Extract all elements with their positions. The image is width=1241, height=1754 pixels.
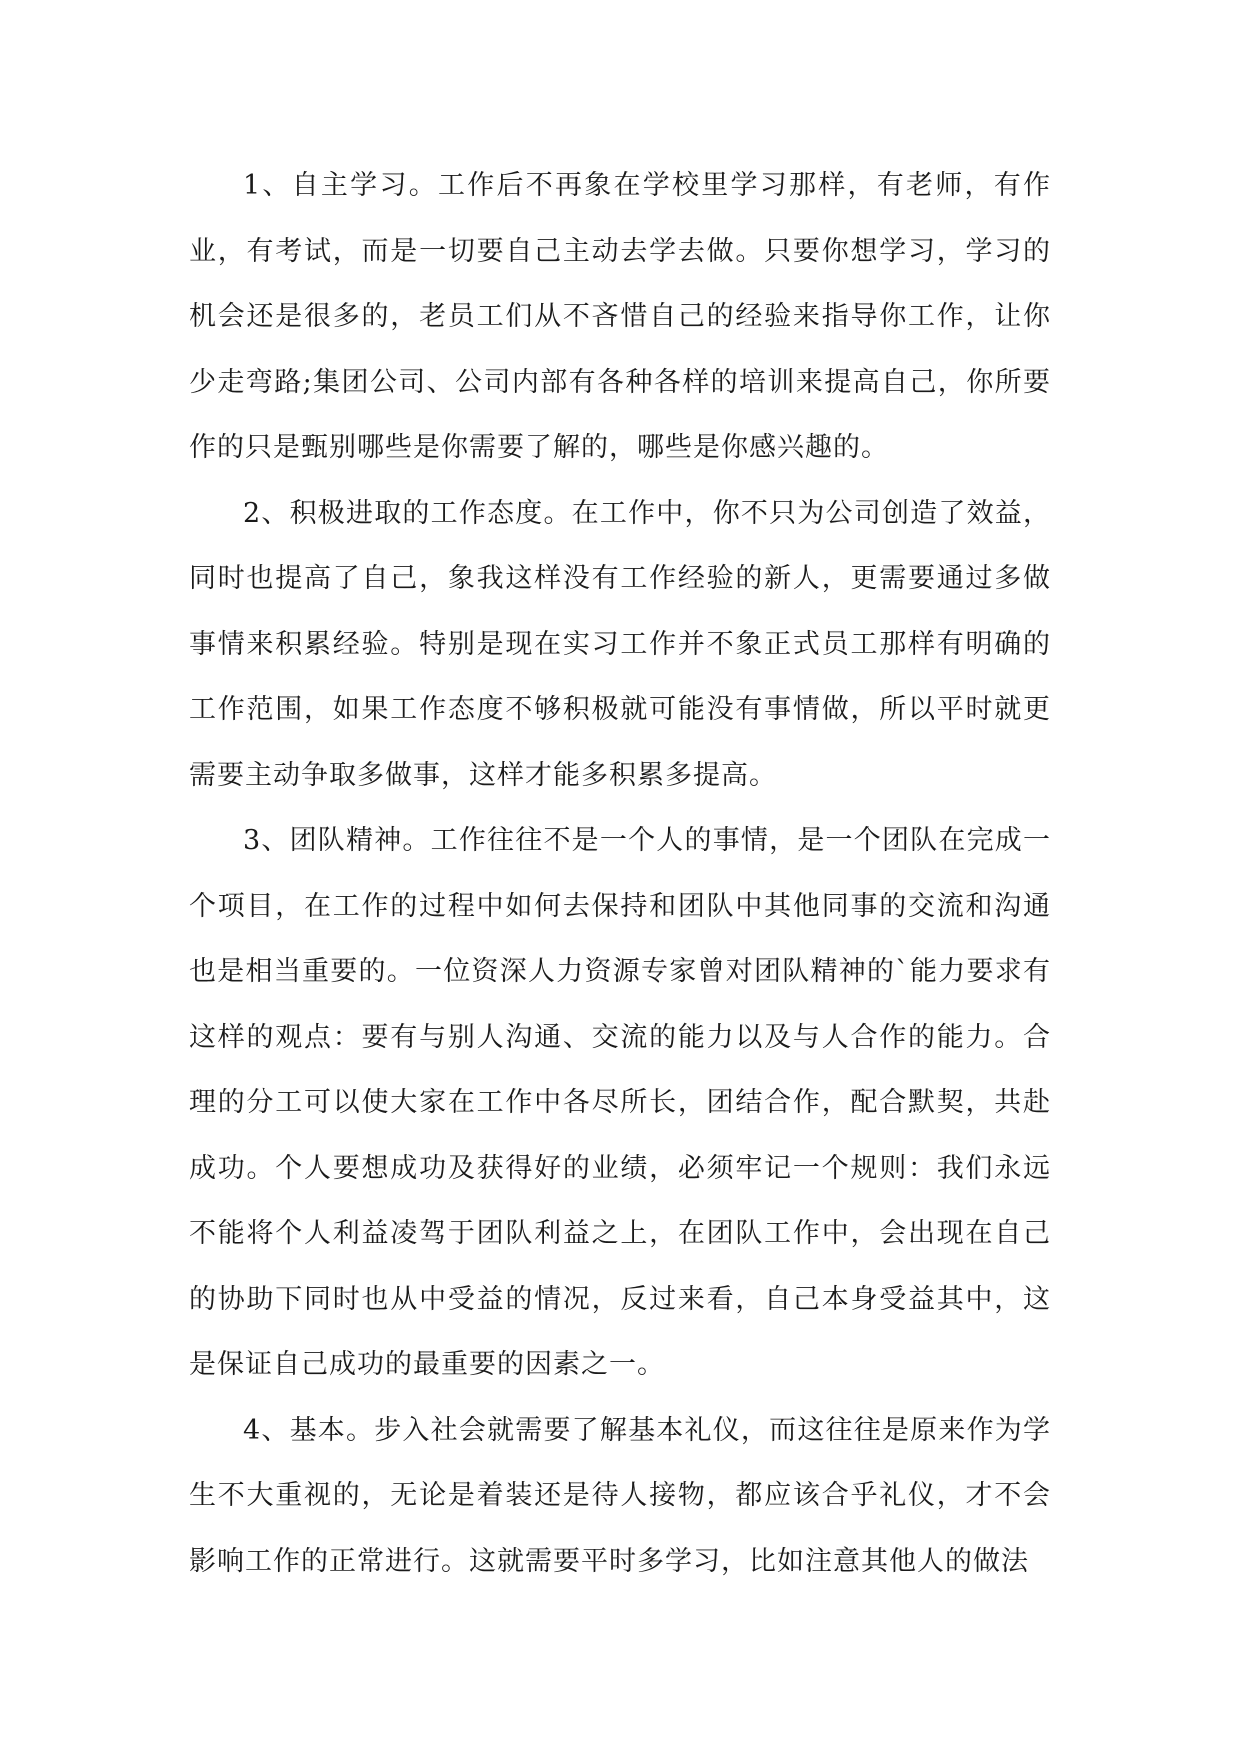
- paragraph-basic-etiquette: 4、基本。步入社会就需要了解基本礼仪，而这往往是原来作为学生不大重视的，无论是着装还是待人接物，都应该合乎礼仪，才不会影响工作的正常进行。这就需要平时多学习，比如注意其他人的做法: [189, 1414, 1051, 1577]
- document-body: [189, 153, 1051, 1594]
- paragraph-team-spirit: 3、团队精神。工作往往不是一个人的事情，是一个团队在完成一个项目，在工作的过程中如何去保持和团队中其他同事的交流和沟通也是相当重要的。一位资深人力资源专家曾对团队精神的`能力要求有这样的观点：要有与别人沟通、交流的能力以及与人合作的能力。合理的分工可以使大家在工作中各尽所长，团结合作，配合默契，共赴成功。个人要想成功及获得好的业绩，必须牢记一个规则：我们永远不能将个人利益凌驾于团队利益之上，在团队工作中，会出现在自己的协助下同时也从中受益的情况，反过来看，自己本身受益其中，这是保证自己成功的最重要的因素之一。: [189, 825, 1051, 1380]
- paragraph-self-study: 1、自主学习。工作后不再象在学校里学习那样，有老师，有作业，有考试，而是一切要自己主动去学去做。只要你想学习，学习的机会还是很多的，老员工们从不吝惜自己的经验来指导你工作，让你少走弯路;集团公司、公司内部有各种各样的培训来提高自己，你所要作的只是甄别哪些是你需要了解的，哪些是你感兴趣的。: [189, 170, 1051, 463]
- paragraph-work-attitude: 2、积极进取的工作态度。在工作中，你不只为公司创造了效益，同时也提高了自己，象我这样没有工作经验的新人，更需要通过多做事情来积累经验。特别是现在实习工作并不象正式员工那样有明确的工作范围，如果工作态度不够积极就可能没有事情做，所以平时就更需要主动争取多做事，这样才能多积累多提高。: [189, 497, 1051, 791]
